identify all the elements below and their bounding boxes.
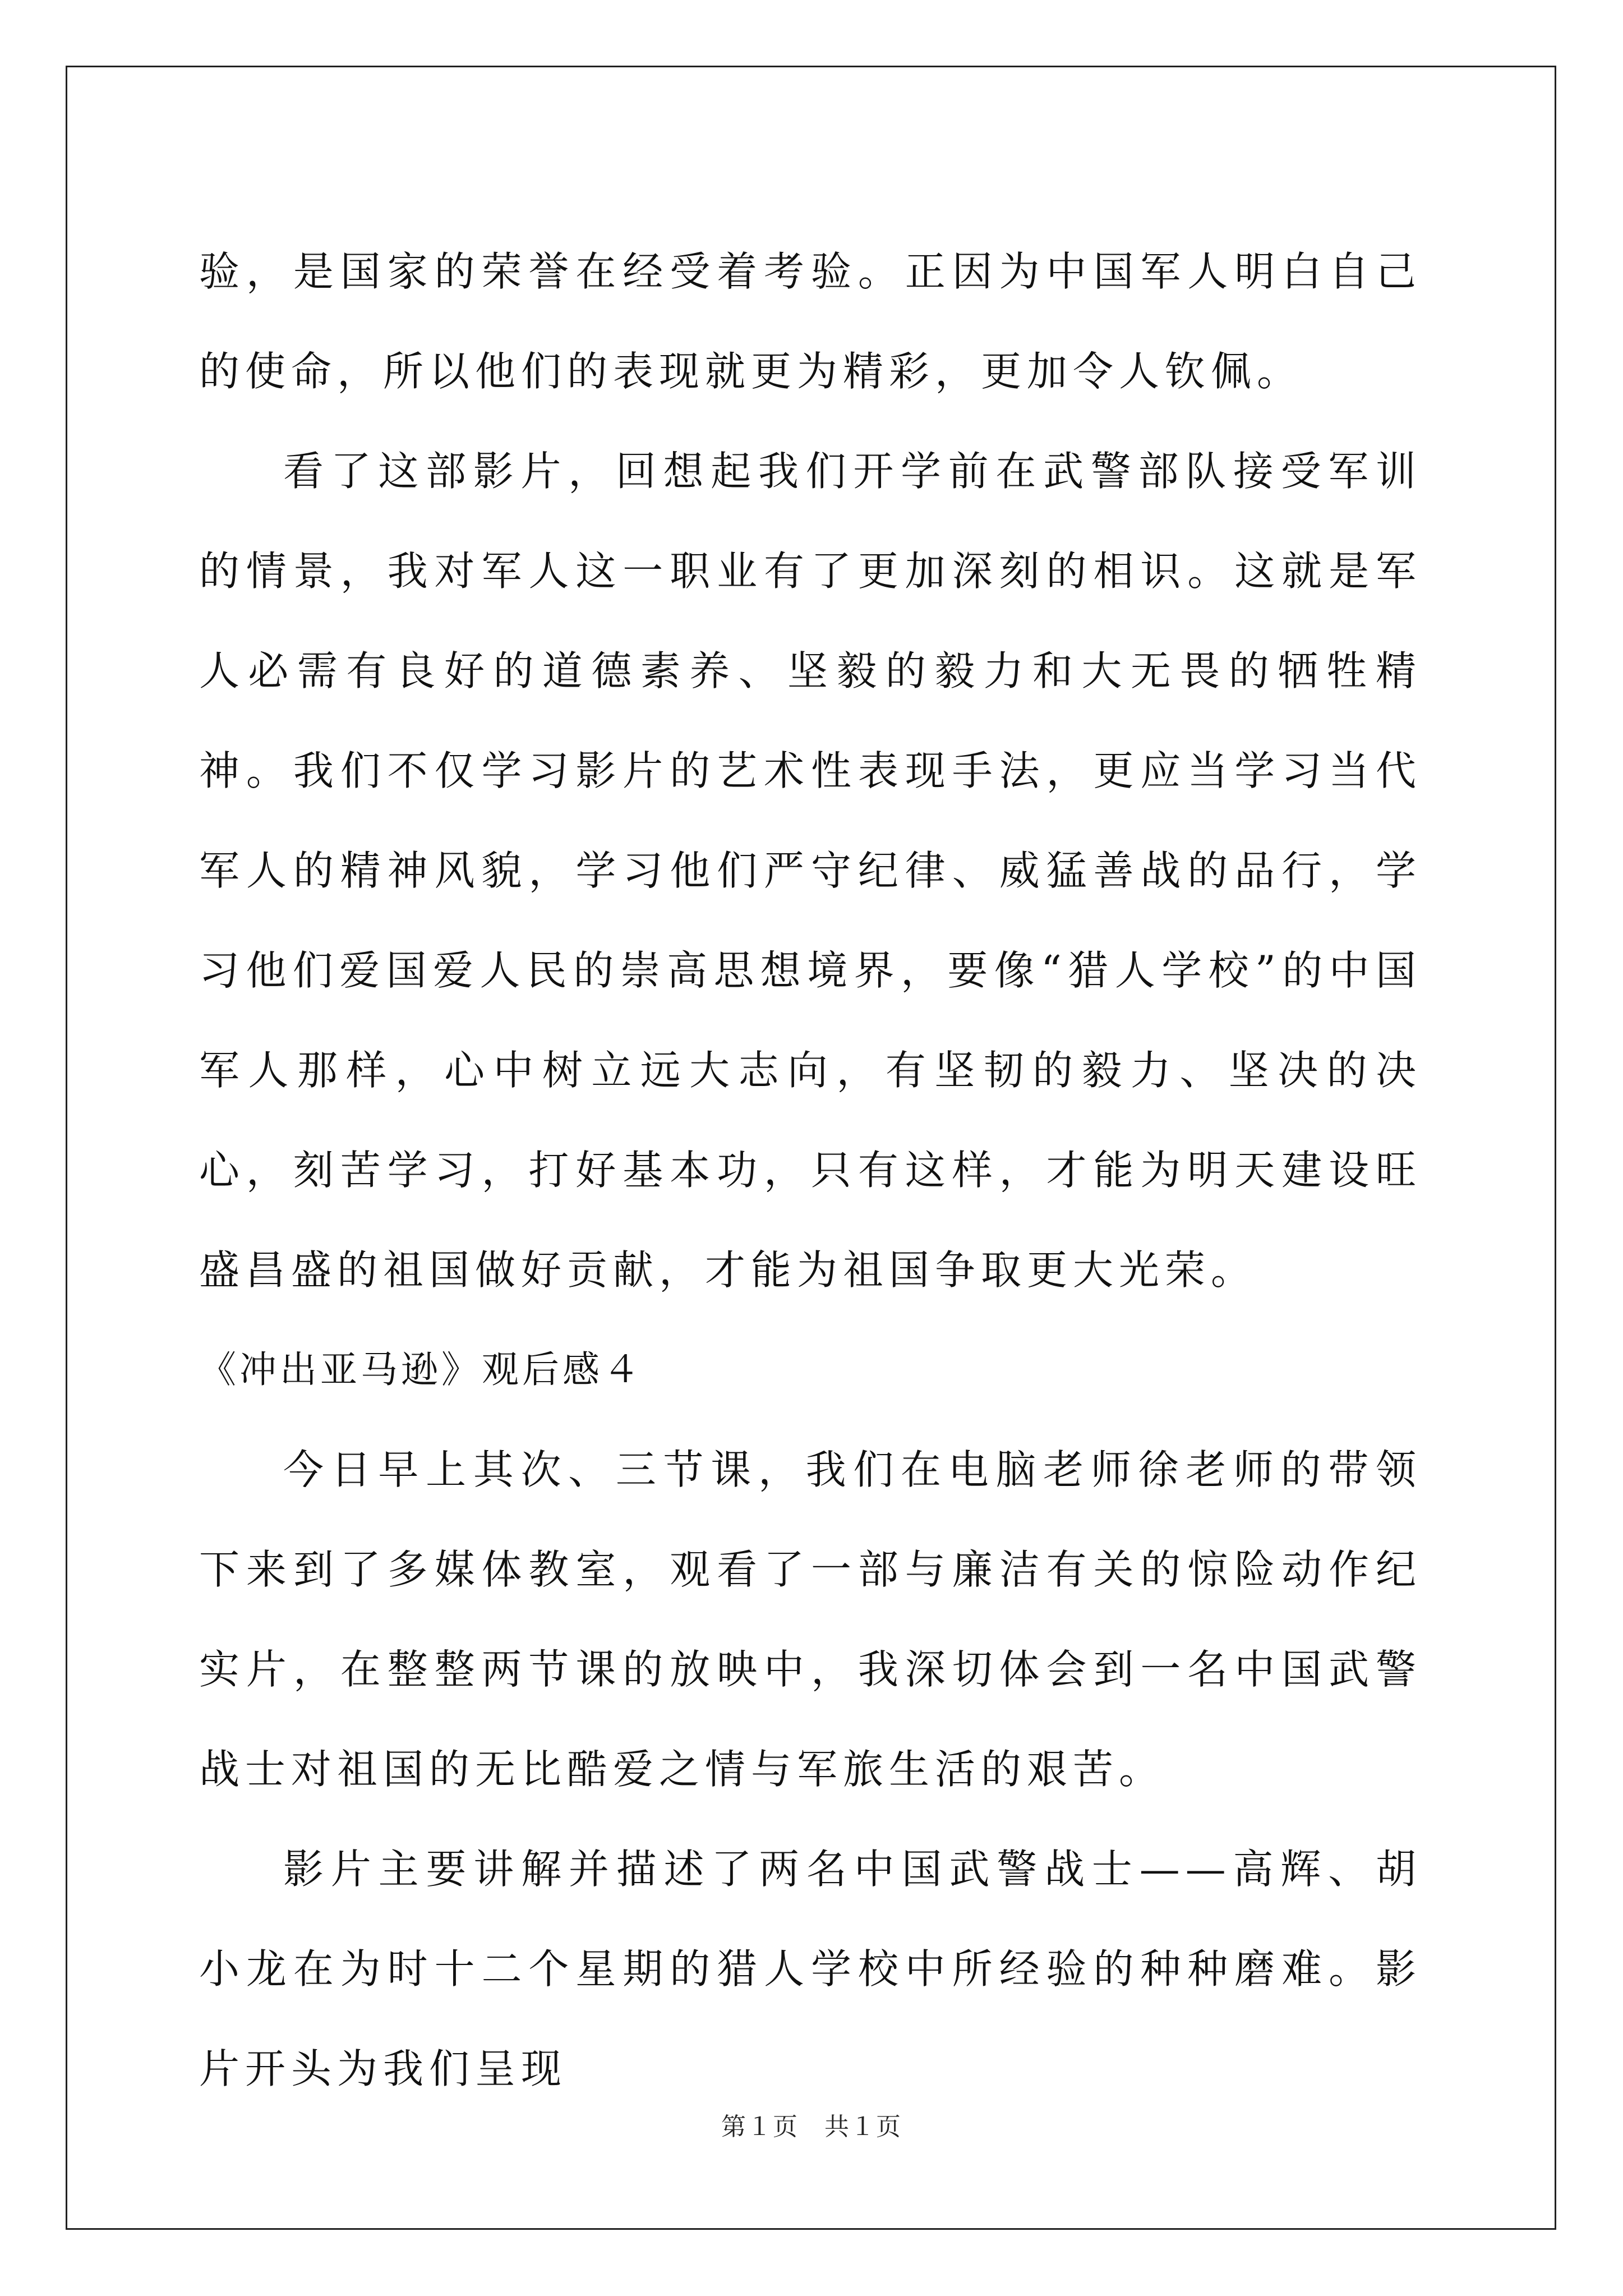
- section-title: 《冲出亚马逊》观后感４: [199, 1348, 643, 1391]
- document-body: [199, 222, 1422, 2119]
- paragraph: 今日早上其次、三节课，我们在电脑老师徐老师的带领下来到了多媒体教室，观看了一部与廉洁有关的惊险动作纪实片，在整整两节课的放映中，我深切体会到一名中国武警战士对祖国的无比酷爱之情与军旅生活的艰苦。: [199, 1446, 1422, 1793]
- paragraph: 影片主要讲解并描述了两名中国武警战士——高辉、胡小龙在为时十二个星期的猎人学校中所经验的种种磨难。影片开头为我们呈现: [199, 1846, 1422, 2092]
- page-footer: 第１页 共１页: [721, 2113, 902, 2141]
- paragraph-continued: 验，是国家的荣誉在经受着考验。正因为中国军人明白自己的使命，所以他们的表现就更为精彩，更加令人钦佩。: [199, 248, 1422, 395]
- paragraph: 看了这部影片，回想起我们开学前在武警部队接受军训的情景，我对军人这一职业有了更加深刻的相识。这就是军人必需有良好的道德素养、坚毅的毅力和大无畏的牺牲精神。我们不仅学习影片的艺术性表现手法，更应当学习当代军人的精神风貌，学习他们严守纪律、威猛善战的品行，学习他们爱国爱人民的崇高思想境界，要像“猎人学校”的中国军人那样，心中树立远大志向，有坚韧的毅力、坚决的决心，刻苦学习，打好基本功，只有这样，才能为明天建设旺盛昌盛的祖国做好贡献，才能为祖国争取更大光荣。: [199, 448, 1422, 1294]
